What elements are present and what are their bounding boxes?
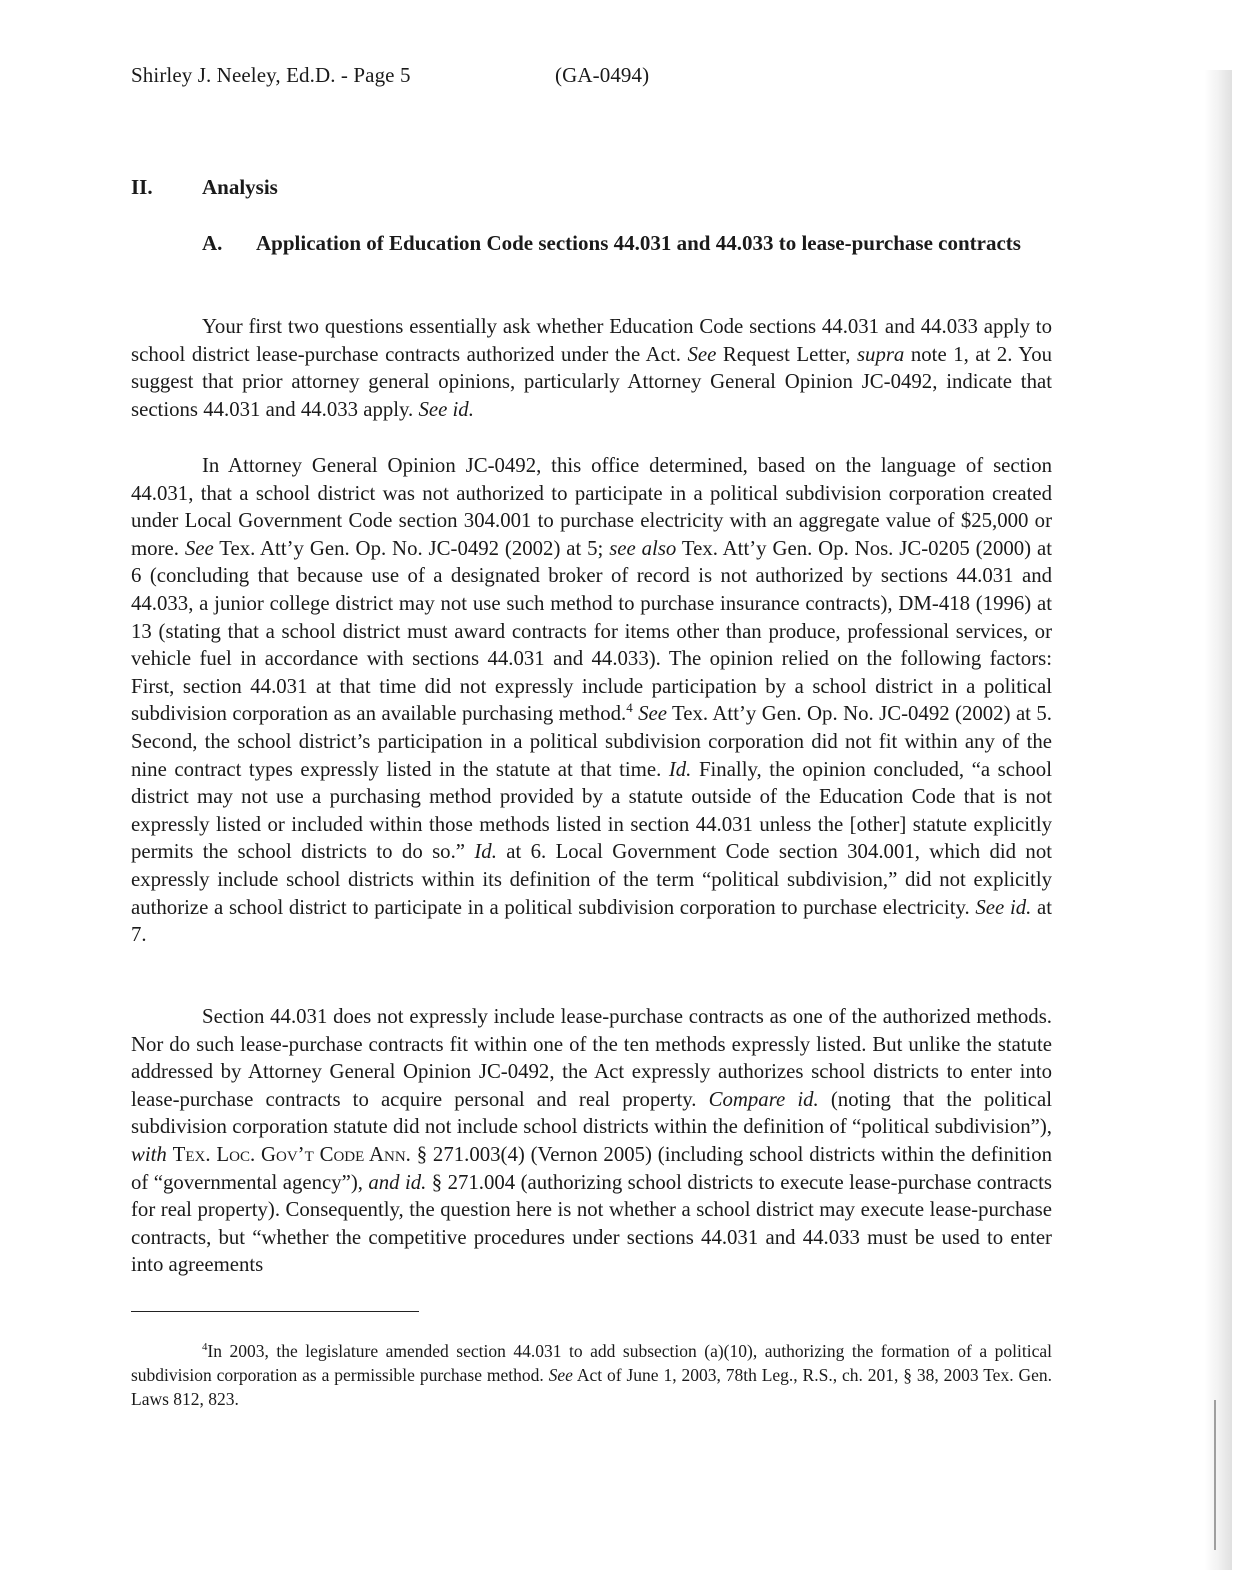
text-run xyxy=(785,1088,797,1111)
paragraph-1 xyxy=(131,313,1052,423)
text-run: § 271.004 (authorizing school districts to execute lease-purchase contracts for real property). Consequently, the question here is not whether a school district may execute lease-purchase contracts, but “whether the competitive procedures under sections 44.031 and 44.033 must be used to enter into agreements xyxy=(131,1170,1052,1277)
citation-signal: See xyxy=(548,1365,573,1385)
subsection-heading xyxy=(202,230,1052,257)
text-run: Request Letter, xyxy=(716,342,857,366)
text-run: Your first two questions essentially ask whether Education Code sections 44.031 and 44.033 apply to school district lease-purchase contracts authorized under the Act. xyxy=(131,315,1052,366)
citation-signal: see also xyxy=(609,536,677,560)
statute-citation: Tex. Loc. Gov’t Code Ann. xyxy=(172,1142,411,1166)
text-run: Tex. Att’y Gen. Op. No. JC-0492 (2002) at 5. Second, the school district’s participation in a political subdivision corporation did not fit within any of the nine contract types expressly listed in the statute at that time. xyxy=(131,702,1052,781)
subsection-letter: A. xyxy=(202,231,223,255)
footnote-4 xyxy=(131,1339,1052,1411)
citation-signal: and id. xyxy=(368,1170,427,1194)
text-run: Section 44.031 does not expressly include lease-purchase contracts as one of the authorized methods. Nor do such lease-purchase contracts fit within one of the ten methods expressly listed. But unlike the statute addressed by Attorney General Opinion JC-0492, the Act expressly authorizes school districts to enter into lease-purchase contracts to acquire personal and real property. xyxy=(131,1005,1052,1111)
text-run: at 7. xyxy=(131,895,1053,947)
text-run: Act of June 1, 2003, 78th Leg., R.S., ch. 201, § 38, 2003 Tex. Gen. Laws 812, 823. xyxy=(131,1365,1052,1409)
text-run: Tex. Att’y Gen. Op. Nos. JC-0205 (2000) at 6 (concluding that because use of a designated broker of record is not authorized by sections 44.031 and 44.033, a junior college district may not use such method to purchase insurance contracts), DM-418 (1996) at 13 (stating that a school district must award contracts for items other than produce, professional services, or vehicle fuel in accordance with sections 44.031 and 44.033). The opinion relied on the following factors: First, section 44.031 at that time did not expressly include participation by a school district in a political subdivision corporation as an available purchasing method. xyxy=(131,536,1052,726)
text-run: Tex. Att’y Gen. Op. No. JC-0492 (2002) at 5; xyxy=(213,536,610,560)
header-recipient-page: Shirley J. Neeley, Ed.D. - Page 5 xyxy=(131,63,411,87)
text-run: at 6. Local Government Code section 304.001, which did not expressly include school districts within its definition of the term “political subdivision,” did not explicitly authorize a school district to participate in a political subdivision corporation to purchase electricity. xyxy=(131,840,1052,919)
text-run: Finally, the opinion concluded, “a school district may not use a purchasing method provided by a statute outside of the Education Code that is not expressly listed or included within those methods listed in section 44.031 unless the [other] statute explicitly permits the school districts to do so.” xyxy=(131,757,1052,864)
footnote-divider xyxy=(131,1311,419,1312)
text-run: In 2003, the legislature amended section 44.031 to add subsection (a)(10), authorizing the formation of a political subdivision corporation as a permissible purchase method. xyxy=(131,1341,1052,1385)
citation-signal: supra xyxy=(856,342,905,366)
section-number: II. xyxy=(131,175,153,199)
header-opinion-code: (GA-0494) xyxy=(555,63,650,87)
citation-signal: id. xyxy=(797,1087,819,1111)
citation-signal: See xyxy=(687,342,717,366)
paragraph-3 xyxy=(131,1003,1052,1279)
citation-signal: with xyxy=(131,1142,167,1166)
citation-signal: See id. xyxy=(418,397,474,421)
subsection-title: Application of Education Code sections 44.031 and 44.033 to lease-purchase contracts xyxy=(256,231,1021,255)
citation-signal: See id. xyxy=(975,895,1032,919)
section-title: Analysis xyxy=(202,175,278,199)
page-header xyxy=(131,63,650,88)
citation-signal: See xyxy=(184,536,214,560)
footnote-reference: 4 xyxy=(626,701,633,716)
citation-signal: Id. xyxy=(668,757,692,781)
citation-signal: Id. xyxy=(474,840,497,864)
section-heading xyxy=(131,175,278,200)
text-run: § 271.003(4) (Vernon 2005) (including school districts within the definition of “governmental agency”), xyxy=(131,1142,1052,1194)
paragraph-2 xyxy=(131,452,1052,949)
scan-edge-mark xyxy=(1214,1400,1216,1550)
text-run: note 1, at 2. You suggest that prior attorney general opinions, particularly Attorney General Opinion JC-0492, indicate that sections 44.031 and 44.033 apply. xyxy=(131,342,1053,421)
text-run: (noting that the political subdivision corporation statute did not include school districts within the definition of “political subdivision”), xyxy=(131,1087,1052,1139)
citation-signal: Compare xyxy=(708,1087,786,1111)
footnote-number: 4 xyxy=(202,1341,208,1354)
scan-edge-shadow xyxy=(1204,70,1232,1570)
text-run: In Attorney General Opinion JC-0492, this office determined, based on the language of section 44.031, that a school district was not authorized to participate in a political subdivision corporation created under Local Government Code section 304.001 to purchase electricity with an aggregate value of $25,000 or more. xyxy=(131,454,1052,560)
citation-signal: See xyxy=(638,702,667,726)
